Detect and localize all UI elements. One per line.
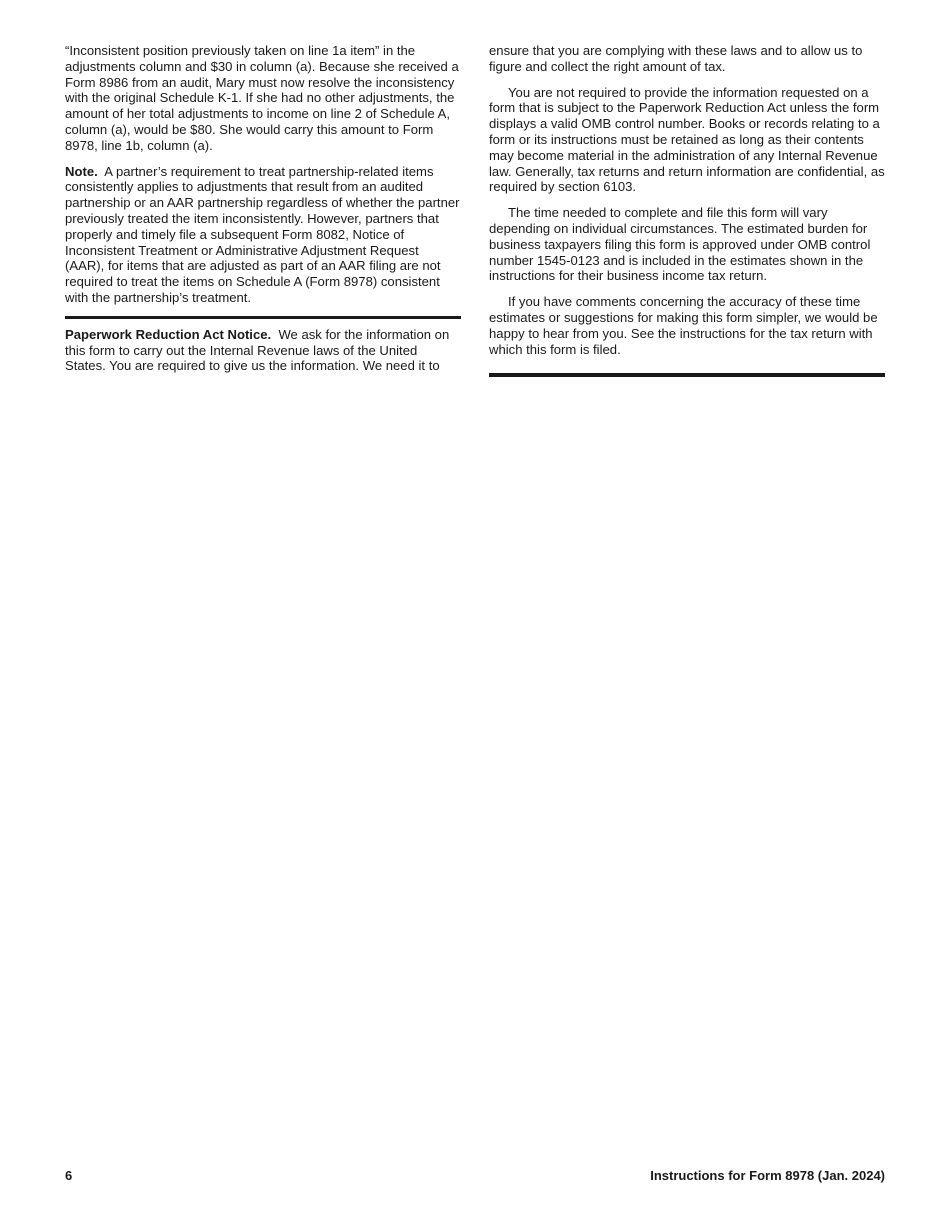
mary-example-paragraph: “Inconsistent position previously taken on line 1a item” in the adjustments column and $30 in column (a). Because she received a Form 8986 from an audit, Mary must now resolve the inconsistency with the original Schedule K-1. If she had no other adjustments, the amount of her total adjustments to income on line 2 of Schedule A, column (a), would be $80. She would carry this amount to Form 8978, line 1b, column (a). [65, 43, 459, 153]
end-of-text-rule [489, 373, 885, 377]
section-divider [65, 316, 461, 319]
omb-requirement-paragraph: You are not required to provide the information requested on a form that is subject to the Paperwork Reduction Act unless the form displays a valid OMB control number. Books or records relating to a form or its instructions must be retained as long as their contents may become material in the administration of any Internal Revenue law. Generally, tax returns and return information are confidential, as required by section 6103. [489, 84, 885, 195]
note-text: A partner’s requirement to treat partnership-related items consistently applies to adjustments that result from an audited partnership or an AAR partnership regardless of whether the partner previously treated the item inconsistently. However, partners that properly and timely file a subsequent Form 8082, Notice of Inconsistent Treatment or Administrative Adjustment Request (AAR), for items that are adjusted as part of an AAR filing are not required to treat the items on Schedule A (Form 8978) consistent with the partnership’s treatment. [65, 163, 460, 305]
paperwork-notice-text: We ask for the information on this form to carry out the Internal Revenue laws of the United States. You are required to give us the information. We need it to [65, 326, 450, 374]
page-number: 6 [65, 1168, 73, 1183]
left-column [65, 43, 461, 384]
note-paragraph [65, 164, 461, 306]
compliance-paragraph: ensure that you are complying with these laws and to allow us to figure and collect the right amount of tax. [489, 43, 863, 74]
footer-title: Instructions for Form 8978 (Jan. 2024) [650, 1168, 885, 1183]
comments-paragraph: If you have comments concerning the accuracy of these time estimates or suggestions for making this form simpler, we would be happy to hear from you. See the instructions for the tax return with which this form is filed. [489, 294, 878, 357]
paperwork-notice-label: Paperwork Reduction Act Notice. [65, 326, 272, 342]
right-column [489, 43, 885, 367]
note-label: Note. [65, 163, 98, 179]
time-burden-paragraph: The time needed to complete and file this form will vary depending on individual circumstances. The estimated burden for business taxpayers filing this form is approved under OMB control number 1545-0123 and is included in the estimates shown in the instructions for their business income tax return. [489, 205, 871, 284]
paperwork-notice-paragraph [65, 327, 461, 374]
